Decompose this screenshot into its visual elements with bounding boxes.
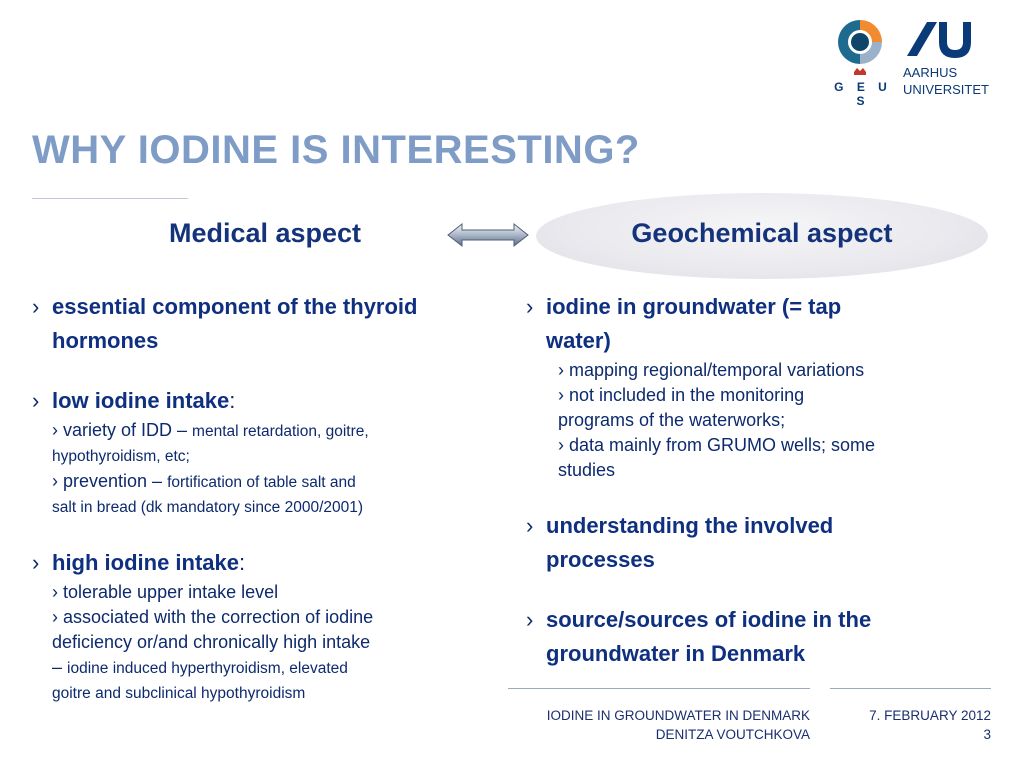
footer-divider [508,688,810,689]
sub-item-text: › variety of IDD – [52,420,193,440]
sub-item [32,418,502,469]
footer-presentation-info [480,706,810,744]
list-item [526,603,996,671]
sub-item-detail: mental retardation, goitre, [192,423,369,440]
page-number: 3 [983,727,991,742]
aarhus-university-wordmark [903,64,989,98]
bullet-heading: understanding the involved [546,513,834,538]
bullet-marker: › [32,550,40,575]
sub-item-detail: salt in bread (dk mandatory since 2000/2001) [52,499,364,516]
sub-item-detail: fortification of table salt and [167,474,356,491]
bullet-marker: › [32,388,40,413]
geochemical-aspect-list [526,290,996,671]
sub-item-detail: iodine induced hyperthyroidism, elevated [67,660,348,677]
bullet-heading-cont: water) [546,328,611,353]
bullet-heading: iodine in groundwater (= tap [546,294,842,319]
sub-item-text: › mapping regional/temporal variations [558,360,865,380]
bullet-marker: › [526,294,534,319]
bullet-marker: › [526,607,534,632]
bullet-heading: essential component of the thyroid [52,294,418,319]
bullet-heading-cont: hormones [52,328,159,353]
sub-item-detail: hypothyroidism, etc; [52,448,190,465]
aarhus-university-logo [903,16,979,60]
au-line-1: AARHUS [903,65,958,80]
bullet-marker: › [526,513,534,538]
bullet-heading-cont: processes [546,547,655,572]
list-item [32,290,502,358]
title-divider [32,198,188,199]
bullet-heading: source/sources of iodine in the [546,607,872,632]
medical-aspect-heading: Medical aspect [168,218,362,248]
footer-divider [830,688,991,689]
slide-title: WHY IODINE IS INTERESTING? [32,128,640,172]
sub-item-text: › not included in the monitoring [558,385,805,405]
sub-item [526,358,996,483]
geochemical-aspect-heading: Geochemical aspect [631,218,893,248]
bullet-heading: low iodine intake [52,388,230,413]
footer-date: 7. FEBRUARY 2012 [869,708,991,723]
sub-item [32,605,502,706]
sub-item-text: deficiency or/and chronically high intake [52,632,371,652]
sub-item-text: – [52,657,68,677]
list-item [526,290,996,358]
sub-item [32,580,502,605]
list-item [32,384,502,418]
list-item [526,509,996,577]
sub-item-text: programs of the waterworks; [558,410,786,430]
sub-item-text: studies [558,460,616,480]
bullet-heading: high iodine intake [52,550,240,575]
list-item [32,546,502,580]
bullet-heading-cont: groundwater in Denmark [546,641,806,666]
footer-author: DENITZA VOUTCHKOVA [655,727,810,742]
sub-item-detail: goitre and subclinical hypothyroidism [52,685,306,702]
medical-aspect-list [32,290,502,706]
colon: : [239,550,246,575]
sub-item-text: › prevention – [52,471,168,491]
colon: : [229,388,236,413]
sub-item-text: › data mainly from GRUMO wells; some [558,435,876,455]
au-line-2: UNIVERSITET [903,82,989,97]
footer-title: IODINE IN GROUNDWATER IN DENMARK [546,708,810,723]
sub-item-text: › tolerable upper intake level [52,582,279,602]
bullet-marker: › [32,294,40,319]
double-arrow-icon [446,222,530,248]
sub-item [32,469,502,520]
sub-item-text: › associated with the correction of iodine [52,607,374,627]
footer-date-page [830,706,991,744]
geus-wordmark: G E U S [834,80,892,108]
